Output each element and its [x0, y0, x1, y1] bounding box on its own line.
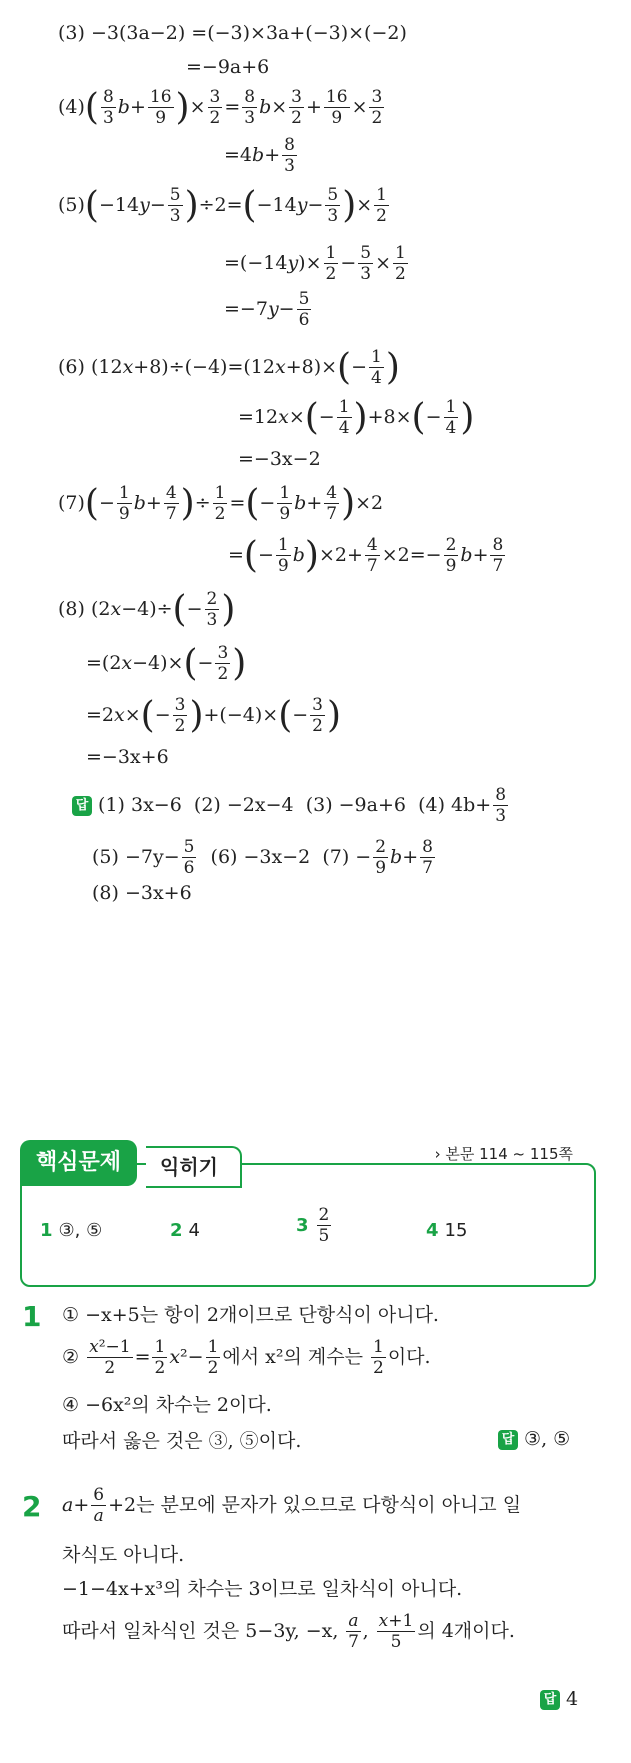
quick-answer-1: 1 ③, ⑤ — [40, 1220, 103, 1241]
problem-8-line4: =−3x+6 — [86, 746, 169, 768]
answer-1: (1) 3x−6 — [98, 793, 182, 816]
problem-8-line1: (8) (2x−4)÷(− $\frac{2}{3}$ ) — [58, 588, 236, 631]
problem-5-line3: =−7y− $\frac{5}{6}$ — [224, 289, 310, 331]
q2-line4: 따라서 일차식인 것은 5−3y, −x, $\frac{a}{7}$ , $\frac{x+1}{5}$ 의 4개이다. — [62, 1611, 515, 1653]
q2-line1: a+ $\frac{6}{a}$ +2는 분모에 문자가 있으므로 다항식이 아니고 일 — [62, 1485, 522, 1527]
answer-icon: 답 — [72, 796, 92, 816]
q1-answer: 답 ③, ⑤ — [498, 1430, 570, 1450]
problem-3-line2: =−9a+6 — [186, 56, 270, 78]
answer-6: (6) −3x−2 — [210, 845, 311, 868]
q1-number: 1 — [22, 1300, 42, 1333]
problem-6-line3: =−3x−2 — [238, 448, 321, 470]
q2-answer: 답 4 — [540, 1690, 578, 1710]
answers-line1: 답 (1) 3x−6 (2) −2x−4 (3) −9a+6 (4) 4b+ $\frac{8}{3}$ — [72, 786, 510, 826]
problem-8-line2: =(2x−4)×(− $\frac{3}{2}$ ) — [86, 642, 247, 685]
answer-icon: 답 — [540, 1690, 560, 1710]
problem-5-line2: =(−14y)× $\frac{1}{2}$ − $\frac{5}{3}$ × $\frac{1}{2}$ — [224, 243, 406, 285]
answer-5: (5) −7y− — [92, 845, 180, 868]
section-title: 핵심문제 — [20, 1140, 137, 1186]
problem-5-line1: (5)(−14y− $\frac{5}{3}$ )÷2=(−14y− $\frac{5}{3}$ )× $\frac{1}{2}$ — [58, 184, 387, 227]
problem-4-line2: =4b+ $\frac{8}{3}$ — [224, 135, 295, 177]
problem-6-line1: (6) (12x+8)÷(−4)=(12x+8)×(− $\frac{1}{4}$ ) — [58, 346, 400, 389]
q2-line3: −1−4x+x³의 차수는 3이므로 일차식이 아니다. — [62, 1578, 463, 1600]
problem-8-label: (8) — [58, 597, 85, 620]
problem-6-label: (6) — [58, 355, 85, 378]
problem-5-label: (5) — [58, 193, 85, 216]
answer-2: (2) −2x−4 — [193, 793, 294, 816]
answer-icon: 답 — [498, 1430, 518, 1450]
quick-answer-2: 2 4 — [170, 1220, 200, 1241]
problem-3-line1 — [58, 24, 407, 43]
q2-line2: 차식도 아니다. — [62, 1544, 185, 1566]
problem-4-label: (4) — [58, 95, 85, 118]
page-reference: › 본문 114 ~ 115쪽 — [434, 1145, 573, 1163]
answer-3: (3) −9a+6 — [305, 793, 406, 816]
problem-4-line1: (4)( $\frac{8}{3}$ b+ $\frac{16}{9}$ )× $\frac{3}{2}$ = $\frac{8}{3}$ b× $\frac{3}{2}$ + $\frac{16}{9}$ × $\frac{3}{2}$ — [58, 86, 383, 129]
problem-6-line2: =12x×(− $\frac{1}{4}$ )+8×(− $\frac{1}{4}$ ) — [238, 396, 475, 439]
answers-line2: (5) −7y− $\frac{5}{6}$ (6) −3x−2 (7) − $\frac{2}{9}$ b+ $\frac{8}{7}$ — [92, 837, 433, 879]
answer-4: (4) 4b+ — [418, 793, 492, 816]
quick-answer-3: 3 $\frac{2}{5}$ — [296, 1205, 330, 1247]
problem-7-label: (7) — [58, 491, 85, 514]
q1-line1: ① −x+5는 항이 2개이므로 단항식이 아니다. — [62, 1304, 439, 1326]
answer-7: (7) − — [322, 845, 372, 868]
problem-3-label: (3) — [58, 22, 85, 44]
answer-8: (8) −3x+6 — [92, 882, 192, 904]
problem-3-rhs1: =(−3)×3a+(−3)×(−2) — [191, 22, 407, 44]
section-subtitle: 익히기 — [146, 1146, 242, 1188]
q1-line3: ④ −6x²의 차수는 2이다. — [62, 1394, 272, 1416]
q1-line2: ② $\frac{\text{x²−1}}{2}$ = $\frac{1}{2}$ x²− $\frac{1}{2}$ 에서 x²의 계수는 $\frac{1}{2}$ 이다. — [62, 1337, 431, 1379]
problem-3-lhs: −3(3a−2) — [90, 22, 186, 44]
q1-line4: 따라서 옳은 것은 ③, ⑤이다. — [62, 1430, 302, 1452]
problem-8-line3: =2x×(− $\frac{3}{2}$ )+(−4)×(− $\frac{3}{2}$ ) — [86, 694, 342, 737]
quick-answer-4: 4 15 — [426, 1220, 468, 1241]
q2-number: 2 — [22, 1490, 42, 1523]
problem-7-line1: (7)(− $\frac{1}{9}$ b+ $\frac{4}{7}$ )÷ $\frac{1}{2}$ =(− $\frac{1}{9}$ b+ $\frac{4}{7}$ )×2 — [58, 482, 384, 525]
problem-7-line2: =(− $\frac{1}{9}$ b)×2+ $\frac{4}{7}$ ×2=− $\frac{2}{9}$ b+ $\frac{8}{7}$ — [228, 534, 504, 577]
